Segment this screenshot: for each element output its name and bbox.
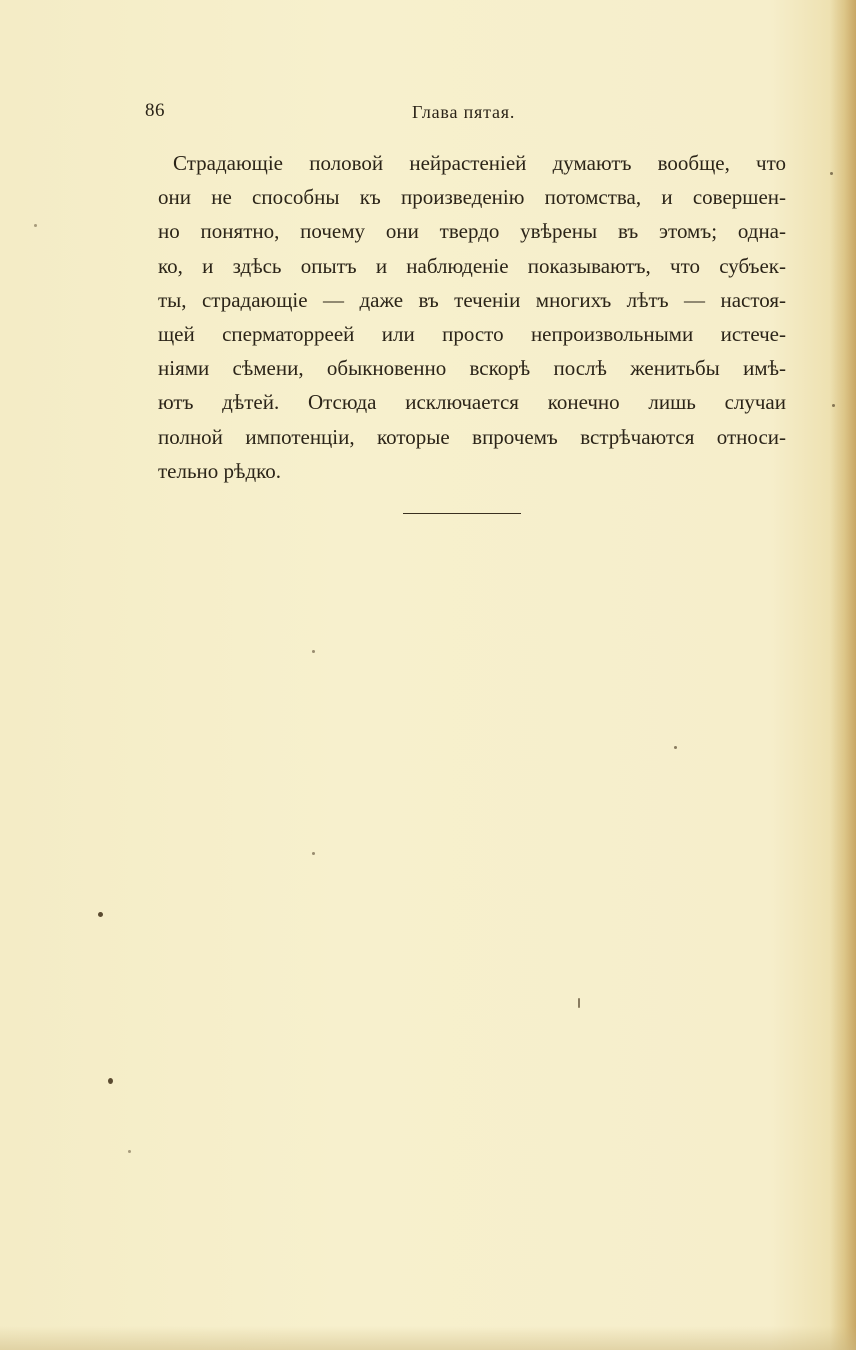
text-line: ніями сѣмени, обыкновенно вскорѣ послѣ женитьбы имѣ-: [158, 356, 786, 381]
text-line: ты, страдающіе — даже въ теченіи многихъ лѣтъ — настоя-: [158, 287, 786, 312]
paper-speck: [108, 1078, 113, 1084]
text-line: Страдающіе половой нейрастеніей думаютъ вообще, что: [173, 151, 786, 175]
page-number: 86: [145, 100, 165, 121]
text-line: щей сперматорреей или просто непроизвольными истече-: [158, 321, 786, 346]
text-line: полной импотенціи, которые впрочемъ встрѣчаются относи-: [158, 424, 786, 449]
text-line: но понятно, почему они твердо увѣрены въ этомъ; одна-: [158, 219, 786, 244]
paper-speck: [128, 1150, 131, 1153]
paper-speck: [34, 224, 37, 227]
paragraph: [158, 146, 786, 488]
page-bottom-edge: [0, 1326, 856, 1350]
paper-speck: [312, 650, 315, 653]
paper-speck: [98, 912, 103, 917]
paper-speck: [312, 852, 315, 855]
text-line: ютъ дѣтей. Отсюда исключается конечно лишь случаи: [158, 390, 786, 415]
section-divider: [403, 513, 521, 514]
running-head: Глава пятая.: [412, 102, 516, 122]
paper-speck: [578, 998, 580, 1008]
text-line: ко, и здѣсь опытъ и наблюденіе показываютъ, что субъек-: [158, 253, 786, 278]
text-line: тельно рѣдко.: [158, 458, 282, 483]
paper-speck: [830, 172, 833, 175]
text-line: они не способны къ произведенію потомства, и совершен-: [158, 185, 786, 210]
paper-speck: [832, 404, 835, 407]
paper-speck: [674, 746, 677, 749]
page-edge-shadow: [830, 0, 856, 1350]
